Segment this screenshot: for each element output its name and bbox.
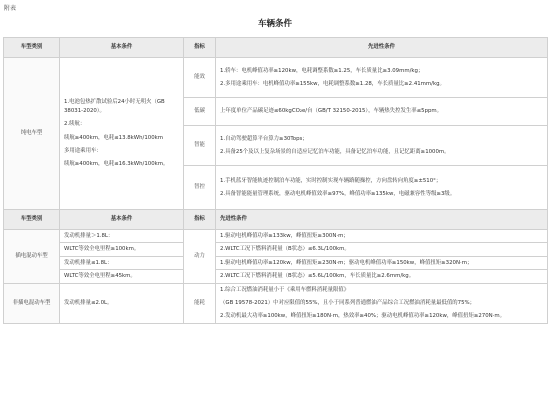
header-advanced-conditions: 先进性条件 [216, 210, 548, 230]
header-indicator: 指标 [184, 210, 216, 230]
phev-basic-line: 发动机排量＞1.8L： [60, 230, 184, 243]
header-vehicle-type: 车型类别 [4, 38, 60, 58]
condition-line: 2.多用途乘用车：电机峰值功率≥155kw，电耗调整系数≥1.28，车长质量比≥2.41mm/kg。 [220, 81, 445, 87]
condition-line: 1.轿车：电机峰值功率≥120kw，电耗调整系数≥1.25，车长质量比≥3.09mm/kg； [220, 67, 424, 74]
phev-advanced-line: 1.驱动电机峰值功率≥133kw，峰值扭矩≥300N·m； [216, 230, 548, 243]
smart-conditions [216, 126, 548, 166]
condition-line: 2.具备智能能量管理系统，驱动电机峰值效率≥97%，峰值功率≥135kw，电磁兼容性等级≥3级。 [220, 191, 456, 197]
condition-line: 2.具备25个及以上复杂场景的自适应记忆泊车功能，具备记忆泊车功能，且记忆距离≥1000m。 [220, 149, 450, 155]
condition-line: 1.综合工况燃油消耗量小于《乘用车燃料消耗量限值》 [220, 286, 350, 293]
header-basic-conditions: 基本条件 [60, 210, 184, 230]
header-vehicle-type: 车型类别 [4, 210, 60, 230]
indicator-smart-control: 智控 [184, 166, 216, 210]
low-carbon-conditions [216, 98, 548, 126]
efficiency-conditions [216, 58, 548, 98]
hev-advanced-conditions [216, 283, 548, 323]
condition-line: 1.手机蓝牙智能轨迹控制泊车功能，实时控制实现车辆路随操控，方向盘转向角度≥±510°； [220, 177, 442, 184]
table1-header-row [4, 38, 548, 58]
condition-line: （GB 19578-2021）中对应限值的55%，且小于同系列普通燃油产品综合工况燃油消耗量最低值的75%； [220, 299, 476, 306]
category-phev: 插电混动车型 [4, 230, 60, 284]
table-row [4, 256, 548, 269]
page-title: 车辆条件 [257, 19, 292, 29]
annex-label: 附表 [4, 5, 17, 12]
phev-basic-line: WLTC等效全电里程≥45km。 [60, 270, 184, 283]
phev-advanced-line: 2.WLTC工况下燃料消耗量（B状态）≤6.3L/100km。 [216, 243, 548, 256]
condition-line: 2.发动机最大功率≥100kw，峰值扭矩≥180N·m，热效率≥40%；驱动电机峰值功率≥120kw，峰值扭矩≥270N·m。 [220, 313, 506, 320]
table2-header-row [4, 210, 548, 230]
smart-control-conditions [216, 166, 548, 210]
indicator-smart: 智能 [184, 126, 216, 166]
bev-basic-line: 2.续航： [64, 121, 86, 128]
condition-line: 上年度单位产品碳足迹≤60kgCO₂e/台（GB/T 32150-2015），车辆热失控发生率≤5ppm。 [220, 108, 443, 115]
table-row [4, 270, 548, 283]
table-row [4, 230, 548, 243]
table-row [4, 283, 548, 323]
header-indicator: 指标 [184, 38, 216, 58]
vehicle-conditions-table [3, 37, 548, 324]
phev-advanced-line: 1.驱动电机峰值功率≥120kw，峰值扭矩≥230N·m；驱动电机峰值功率≥150kw，峰值扭矩≥320N·m； [216, 256, 548, 269]
indicator-power: 动力 [184, 230, 216, 284]
bev-basic-line: 1.电池包热扩散试验后24小时无明火（GB 38031-2020）。 [64, 99, 165, 114]
table-row [4, 243, 548, 256]
hev-basic-line: 发动机排量≤2.0L。 [60, 283, 184, 323]
indicator-low-carbon: 低碳 [184, 98, 216, 126]
condition-line: 1.自动驾驶超算平台算力≥30Tops； [220, 135, 308, 142]
header-basic-conditions: 基本条件 [60, 38, 184, 58]
category-hev: 非插电混动车型 [4, 283, 60, 323]
bev-basic-line: 续航≥400km，电耗≤16.3kWh/100km。 [64, 161, 169, 168]
phev-advanced-line: 2.WLTC工况下燃料消耗量（B状态）≤5.6L/100km，车长质量比≥2.6mm/kg。 [216, 270, 548, 283]
bev-basic-line: 续航≥400km，电耗≤13.8kWh/100km [64, 134, 163, 141]
category-bev: 纯电车型 [4, 58, 60, 210]
indicator-efficiency: 能效 [184, 58, 216, 98]
bev-basic-conditions [60, 58, 184, 210]
table-row [4, 58, 548, 98]
indicator-energy-consumption: 能耗 [184, 283, 216, 323]
header-advanced-conditions: 先进性条件 [216, 38, 548, 58]
bev-basic-line: 多用途乘用车： [64, 147, 102, 154]
phev-basic-line: WLTC等效全电里程≥100km。 [60, 243, 184, 256]
phev-basic-line: 发动机排量≤1.8L： [60, 256, 184, 269]
